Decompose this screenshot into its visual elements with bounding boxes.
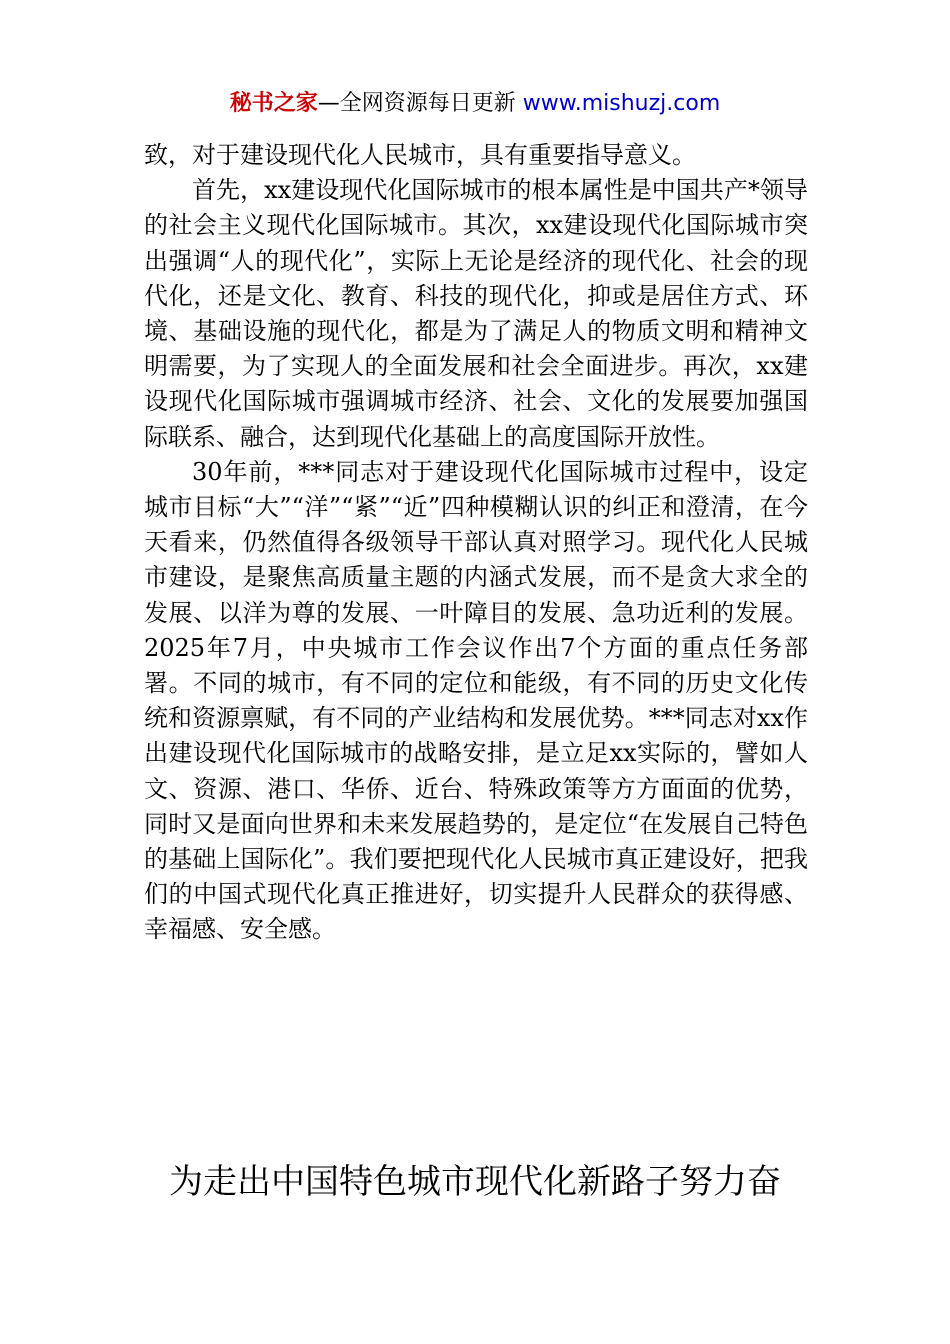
site-brand: 秘书之家	[229, 91, 318, 116]
site-header	[0, 88, 950, 120]
section-title: 为走出中国特色城市现代化新路子努力奋	[169, 1162, 781, 1202]
site-url-link[interactable]: www.mishuzj.com	[522, 91, 721, 116]
paragraph-continuation: 致，对于建设现代化人民城市，具有重要指导意义。	[144, 141, 696, 169]
paragraph: 30年前，***同志对于建设现代化国际城市过程中，设定城市目标“大”“洋”“紧”“近”四种模糊认识的纠正和澄清，在今天看来，仍然值得各级领导干部认真对照学习。现代化人民城市建设，是聚焦高质量主题的内涵式发展，而不是贪大求全的发展、以洋为尊的发展、一叶障目的发展、急功近利的发展。2025年7月，中央城市工作会议作出7个方面的重点任务部署。不同的城市，有不同的定位和能级，有不同的历史文化传统和资源禀赋，有不同的产业结构和发展优势。***同志对xx作出建设现代化国际城市的战略安排，是立足xx实际的，譬如人文、资源、港口、华侨、近台、特殊政策等方方面面的优势，同时又是面向世界和未来发展趋势的，是定位“在发展自己特色的基础上国际化”。我们要把现代化人民城市真正建设好，把我们的中国式现代化真正推进好，切实提升人民群众的获得感、幸福感、安全感。	[144, 457, 808, 944]
document-body	[144, 138, 808, 948]
site-tagline: —全网资源每日更新	[317, 91, 523, 116]
paragraph: 首先，xx建设现代化国际城市的根本属性是中国共产*领导的社会主义现代化国际城市。其次，xx建设现代化国际城市突出强调“人的现代化”，实际上无论是经济的现代化、社会的现代化，还是文化、教育、科技的现代化，抑或是居住方式、环境、基础设施的现代化，都是为了满足人的物质文明和精神文明需要，为了实现人的全面发展和社会全面进步。再次，xx建设现代化国际城市强调城市经济、社会、文化的发展要加强国际联系、融合，达到现代化基础上的高度国际开放性。	[144, 176, 808, 451]
